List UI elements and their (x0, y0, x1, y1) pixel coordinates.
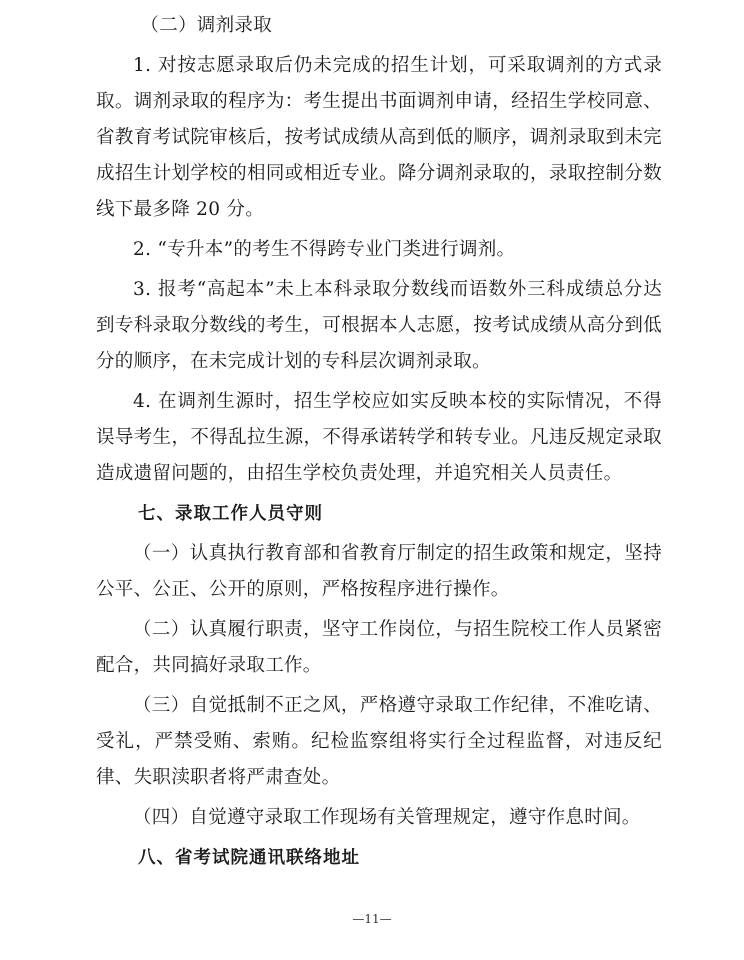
section-heading-eight: 八、省考试院通讯联络地址 (138, 848, 360, 868)
page-number: —11— (352, 912, 392, 926)
rule-item-1: （一）认真执行教育部和省教育厅制定的招生政策和规定，坚持公平、公正、公开的原则，严格按程序进行操作。 (96, 543, 662, 600)
rule-item-2: （二）认真履行职责，坚守工作岗位，与招生院校工作人员紧密配合，共同搞好录取工作。 (96, 619, 662, 676)
rule-item-4: （四）自觉遵守录取工作现场有关管理规定，遵守作息时间。 (133, 807, 641, 828)
document-body (96, 8, 662, 880)
transfer-item-1: 1. 对按志愿录取后仍未完成的招生计划，可采取调剂的方式录取。调剂录取的程序为：考生提出书面调剂申请，经招生学校同意、省教育考试院审核后，按考试成绩从高到低的顺序，调剂录取到未完成招生计划学校的相同或相近专业。降分调剂录取的，录取控制分数线下最多降 20 分。 (96, 55, 662, 220)
transfer-item-3: 3. 报考“高起本”未上本科录取分数线而语数外三科成绩总分达到专科录取分数线的考生，可根据本人志愿，按考试成绩从高分到低分的顺序，在未完成计划的专科层次调剂录取。 (96, 279, 662, 372)
transfer-item-2: 2. “专升本”的考生不得跨专业门类进行调剂。 (133, 239, 516, 260)
transfer-item-4: 4. 在调剂生源时，招生学校应如实反映本校的实际情况，不得误导考生，不得乱拉生源，不得承诺转学和转专业。凡违反规定录取造成遗留问题的，由招生学校负责处理，并追究相关人员责任。 (96, 391, 662, 484)
section-heading-seven: 七、录取工作人员守则 (138, 504, 323, 524)
subsection-title-transfer: （二）调剂录取 (140, 15, 272, 36)
rule-item-3: （三）自觉抵制不正之风，严格遵守录取工作纪律，不准吃请、受礼，严禁受贿、索贿。纪检监察组将实行全过程监督，对违反纪律、失职渎职者将严肃查处。 (96, 695, 662, 788)
